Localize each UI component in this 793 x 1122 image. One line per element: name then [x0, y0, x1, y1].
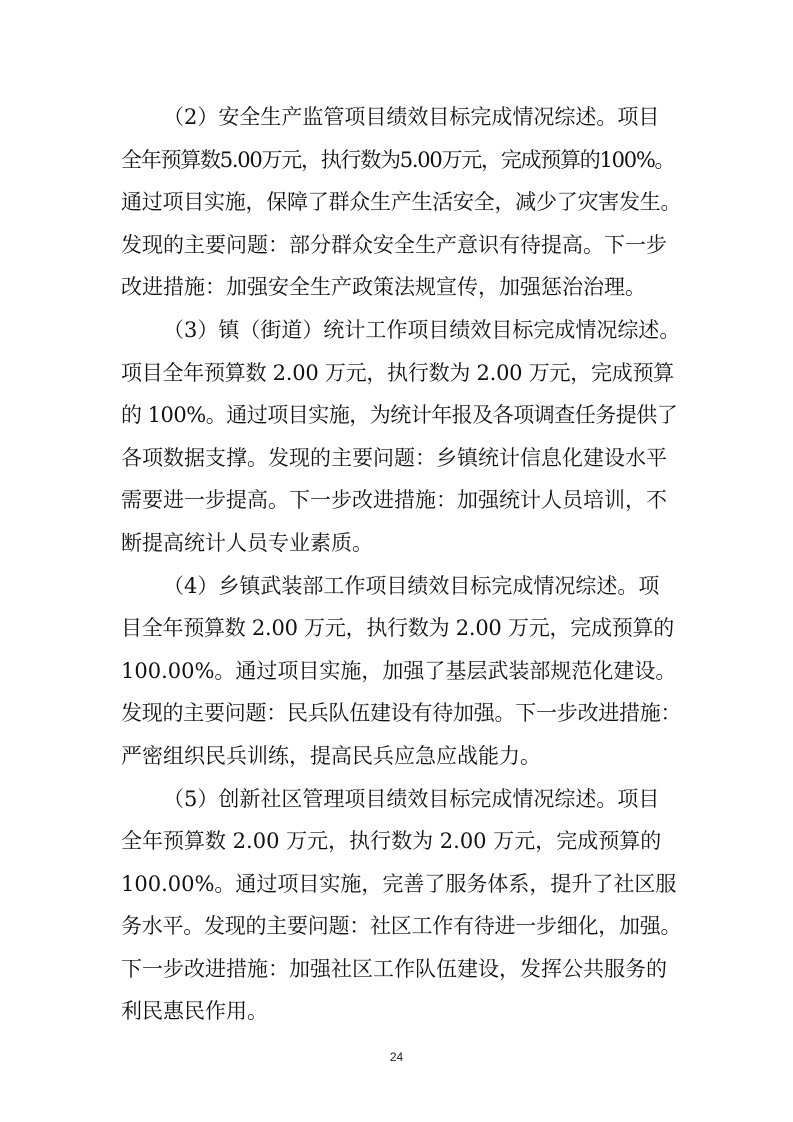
text-line: （3）镇（街道）统计工作项目绩效目标完成情况综述。 [163, 317, 681, 342]
text-line: （5）创新社区管理项目绩效目标完成情况综述。项目 [163, 786, 660, 811]
text-line: 目全年预算数 2.00 万元，执行数为 2.00 万元，完成预算的 [121, 616, 674, 641]
text-line: 下一步改进措施：加强社区工作队伍建设，发挥公共服务的 [121, 956, 667, 981]
text-line: 断提高统计人员专业素质。 [121, 530, 373, 555]
text-line: （2）安全生产监管项目绩效目标完成情况综述。项目 [163, 105, 660, 129]
text-line: 100.00%。通过项目实施，完善了服务体系，提升了社区服 [121, 871, 677, 896]
document-body [121, 96, 681, 1033]
text-line: 务水平。发现的主要问题：社区工作有待进一步细化，加强。 [121, 914, 682, 939]
text-line: 通过项目实施，保障了群众生产生活安全，减少了灾害发生。 [121, 190, 682, 215]
text-line: 发现的主要问题：部分群众安全生产意识有待提高。下一步 [121, 232, 667, 257]
paragraph-safety-production [121, 96, 681, 309]
text-line: 利民惠民作用。 [121, 999, 268, 1024]
text-line: 严密组织民兵训练，提高民兵应急应战能力。 [121, 743, 541, 768]
page-number: 24 [389, 1050, 404, 1064]
text-line: 100.00%。通过项目实施，加强了基层武装部规范化建设。 [121, 658, 677, 683]
text-line: 全年预算数 2.00 万元，执行数为 2.00 万元，完成预算的 [121, 829, 662, 854]
text-line: 的 100%。通过项目实施，为统计年报及各项调查任务提供了 [121, 403, 678, 428]
paragraph-community-management [121, 778, 681, 1034]
paragraph-armed-forces-dept [121, 565, 681, 778]
text-line: 各项数据支撑。发现的主要问题：乡镇统计信息化建设水平 [121, 445, 667, 470]
text-line: 发现的主要问题：民兵队伍建设有待加强。下一步改进措施： [121, 701, 682, 726]
text-line: 需要进一步提高。下一步改进措施：加强统计人员培训，不 [121, 488, 667, 513]
text-line: 改进措施：加强安全生产政策法规宣传，加强惩治治理。 [121, 275, 646, 300]
text-line: 全年预算数5.00万元，执行数为5.00万元，完成预算的100%。 [121, 147, 675, 172]
paragraph-statistics-work [121, 309, 681, 565]
text-line: 项目全年预算数 2.00 万元，执行数为 2.00 万元，完成预算 [121, 360, 674, 385]
text-line: （4）乡镇武装部工作项目绩效目标完成情况综述。项 [163, 573, 660, 598]
